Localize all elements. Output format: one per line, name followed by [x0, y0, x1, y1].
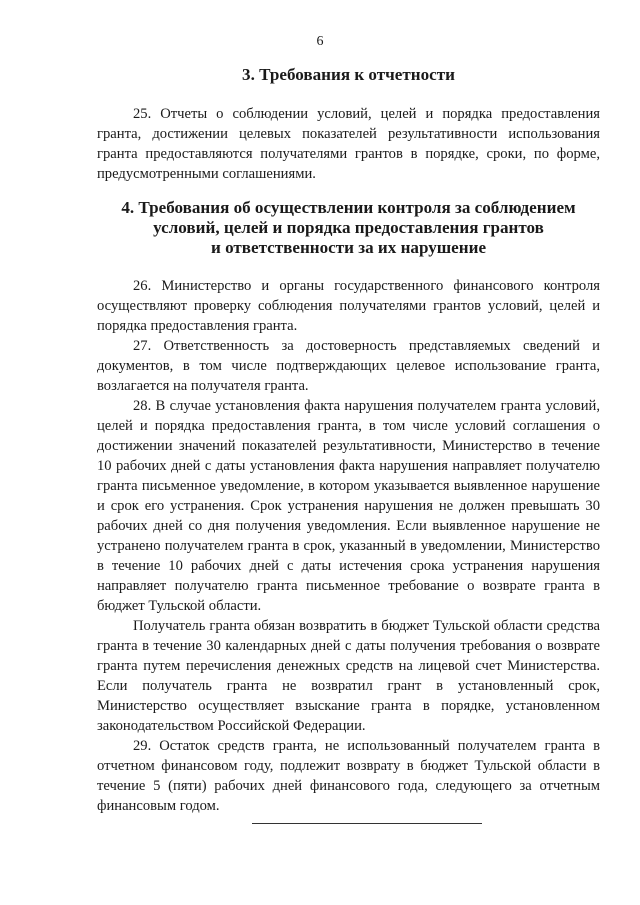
paragraph-28-continued: Получатель гранта обязан возвратить в бюджет Тульской области средства гранта в течение 30 календарных дней с даты получения требования о возврате гранта путем перечисления денежных средств на лицевой счет Министерства. Если получатель гранта не возвратил грант в установленный срок, Министерство осуществляет взыскание гранта в порядке, установленном законодательством Российской Федерации.: [97, 618, 600, 734]
section-3-heading: 3. Требования к отчетности: [242, 65, 455, 84]
page-number: 6: [316, 34, 324, 49]
paragraph-26: 26. Министерство и органы государственного финансового контроля осуществляют проверку соблюдения получателями грантов условий, целей и порядка предоставления гранта.: [97, 278, 600, 334]
section-4-heading-line: 4. Требования об осуществлении контроля за соблюдением: [121, 198, 576, 217]
section-4-heading: [97, 198, 600, 258]
document-body: [97, 65, 600, 816]
closing-rule: [252, 823, 482, 824]
section-4-heading-line: условий, целей и порядка предоставления грантов: [153, 218, 544, 237]
paragraph-27: 27. Ответственность за достоверность представляемых сведений и документов, в том числе подтверждающих целевое использование гранта, возлагается на получателя гранта.: [97, 338, 600, 394]
paragraph-25: 25. Отчеты о соблюдении условий, целей и порядка предоставления гранта, достижении целевых показателей результативности использования гранта предоставляются получателями грантов в порядке, сроки, по форме, предусмотренными соглашениями.: [97, 106, 600, 182]
paragraph-28: 28. В случае установления факта нарушения получателем гранта условий, целей и порядка предоставления гранта, в том числе условий соглашения о достижении значений показателей результативности, Министерство в течение 10 рабочих дней с даты установления факта нарушения направляет получателю гранта письменное уведомление, в котором указывается выявленное нарушение и срок его устранения. Срок устранения нарушения не должен превышать 30 рабочих дней со дня получения уведомления. Если выявленное нарушение не устранено получателем гранта в срок, указанный в уведомлении, Министерство в течение 10 рабочих дней с даты истечения срока устранения нарушения направляет получателю гранта письменное требование о возврате гранта в бюджет Тульской области.: [97, 398, 600, 614]
section-4-heading-line: и ответственности за их нарушение: [210, 238, 487, 257]
paragraph-29: 29. Остаток средств гранта, не использованный получателем гранта в отчетном финансовом году, подлежит возврату в бюджет Тульской области в течение 5 (пяти) рабочих дней финансового года, следующего за отчетным финансовым годом.: [97, 738, 600, 814]
